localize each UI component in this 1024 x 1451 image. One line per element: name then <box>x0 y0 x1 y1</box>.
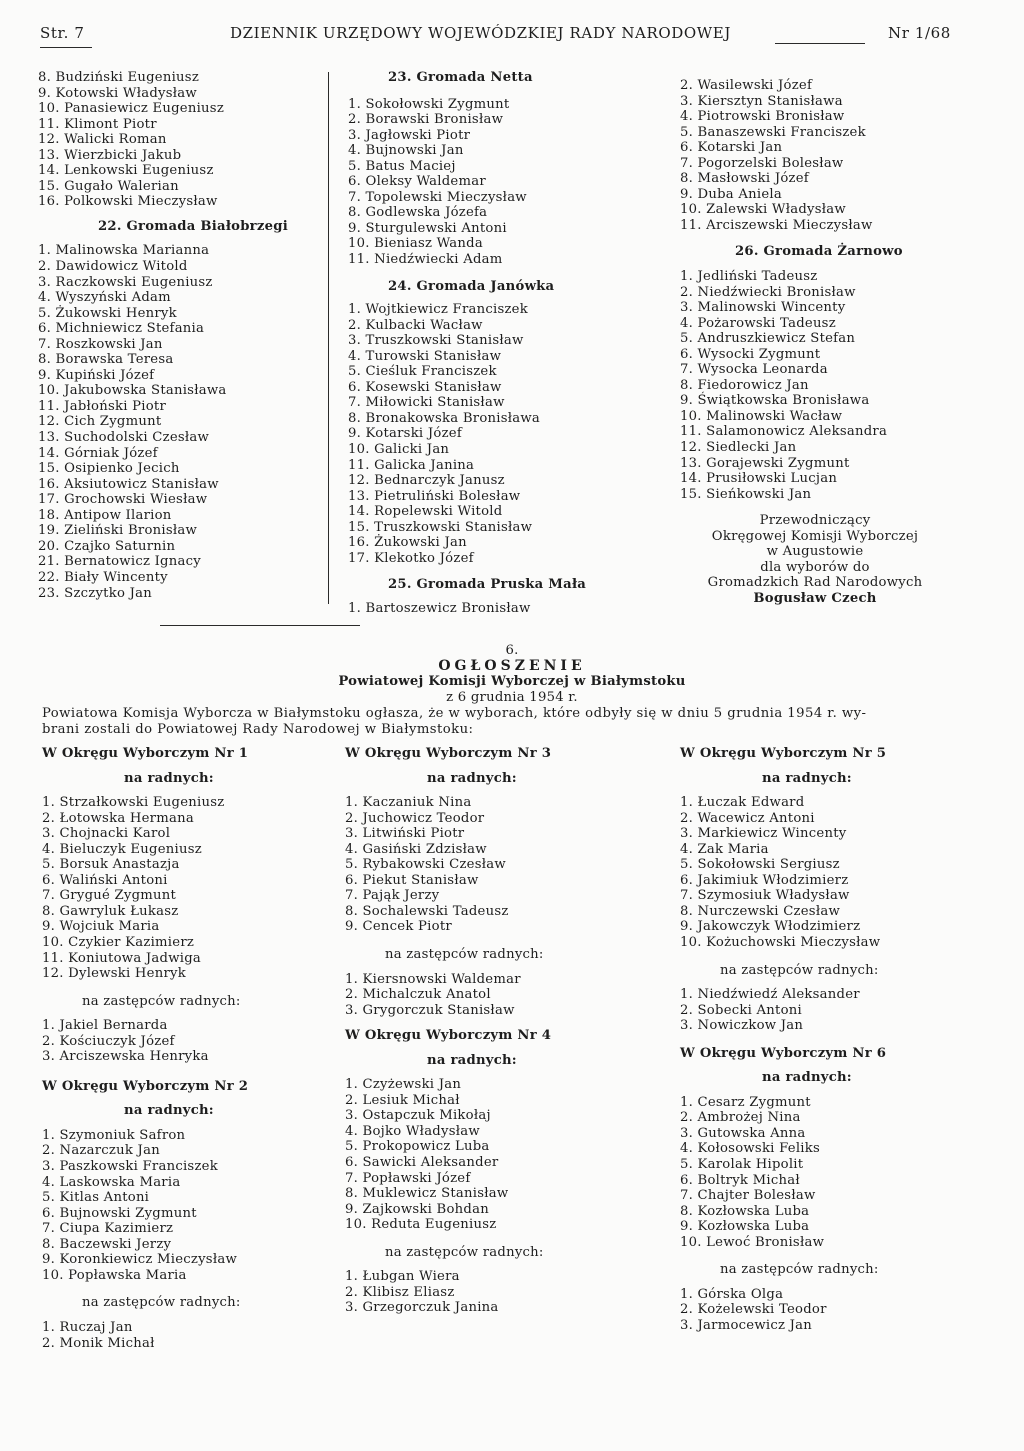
list-item: 11. Koniutowa Jadwiga <box>42 950 202 966</box>
header-rule-left <box>40 47 92 48</box>
subheading-deputies: na zastępców radnych: <box>82 1295 241 1311</box>
list-item: 16. Żukowski Jan <box>348 535 467 551</box>
list-item: 12. Siedlecki Jan <box>680 440 797 456</box>
list-item: 6. Michniewicz Stefania <box>38 321 205 337</box>
list-item: 7. Chajter Bolesław <box>680 1188 816 1204</box>
list-item: 17. Klekotko Józef <box>348 550 474 566</box>
candidate-list <box>38 70 318 210</box>
list-item: 6. Jakimiuk Włodzimierz <box>680 872 849 888</box>
list-item: 7. Topolewski Mieczysław <box>348 189 527 205</box>
list-item: 7. Pająk Jerzy <box>345 888 440 904</box>
list-item: 1. Niedźwiedź Aleksander <box>680 987 860 1003</box>
subheading-deputies: na zastępców radnych: <box>385 947 544 963</box>
gromada-heading-22: 22. Gromada Białobrzegi <box>98 218 288 234</box>
list-item: 13. Pietruliński Bolesław <box>348 488 521 504</box>
list-item: 10. Galicki Jan <box>348 442 450 458</box>
list-item: 7. Pogorzelski Bolesław <box>680 155 844 171</box>
district-heading: W Okręgu Wyborczym Nr 5 <box>680 746 887 761</box>
list-item: 8. Nurczewski Czesław <box>680 903 840 919</box>
issue-number: Nr 1/68 <box>888 24 951 42</box>
list-item: 2. Wasilewski Józef <box>680 78 813 93</box>
list-item: 7. Miłowicki Stanisław <box>348 395 505 411</box>
district-heading: W Okręgu Wyborczym Nr 6 <box>680 1045 887 1061</box>
list-item: w Augustowie <box>766 544 864 560</box>
list-item: 19. Zieliński Bronisław <box>38 523 198 539</box>
list-item: 15. Sieńkowski Jan <box>680 486 812 502</box>
subheading-radni: na radnych: <box>124 770 214 786</box>
subheading-deputies: na zastępców radnych: <box>385 1244 544 1260</box>
list-item: 4. Turowski Stanisław <box>348 348 502 364</box>
list-item: 10. Kożuchowski Mieczysław <box>680 935 881 951</box>
list-item: 4. Wyszyński Adam <box>38 290 171 306</box>
list-item: 6. Kosewski Stanisław <box>348 379 502 395</box>
list-item: 21. Bernatowicz Ignacy <box>38 554 201 570</box>
list-item: 1. Szymoniuk Safron <box>42 1127 186 1143</box>
list-item: 7. Grygué Zygmunt <box>42 888 177 904</box>
list-item: 9. Kupiński Józef <box>38 367 155 383</box>
district-2 <box>42 1079 342 1351</box>
list-item: 4. Laskowska Maria <box>42 1174 181 1190</box>
list-item: 1. Wojtkiewicz Franciszek <box>348 302 528 318</box>
list-item: 8. Fiedorowicz Jan <box>680 377 809 393</box>
list-item: 14. Ropelewski Witold <box>348 504 503 520</box>
list-item: 2. Dawidowicz Witold <box>38 259 188 275</box>
list-item: 4. Kołosowski Feliks <box>680 1141 821 1157</box>
list-item: 11. Salamonowicz Aleksandra <box>680 424 888 440</box>
subheading-deputies: na zastępców radnych: <box>720 1262 879 1278</box>
list-item: 17. Grochowski Wiesław <box>38 492 208 508</box>
list-item: 13. Wierzbicki Jakub <box>38 147 182 163</box>
list-item: 3. Malinowski Wincenty <box>680 300 846 316</box>
list-item: 2. Sobecki Antoni <box>680 1002 802 1018</box>
list-item: 6. Bujnowski Zygmunt <box>42 1205 197 1221</box>
list-item: 5. Żukowski Henryk <box>38 305 177 321</box>
member-list <box>42 795 342 982</box>
list-item: 3. Grzegorczuk Janina <box>345 1300 499 1316</box>
list-item: 11. Arciszewski Mieczysław <box>680 217 873 233</box>
subheading-deputies: na zastępców radnych: <box>82 993 241 1009</box>
list-item: 12. Dylewski Henryk <box>42 966 186 982</box>
list-item: 1. Czyżewski Jan <box>345 1077 462 1093</box>
list-item: 2. Kożelewski Teodor <box>680 1302 827 1318</box>
list-item: 10. Panasiewicz Eugeniusz <box>38 101 225 117</box>
list-item: 6. Kotarski Jan <box>680 140 783 156</box>
list-item: 3. Litwiński Piotr <box>345 826 465 842</box>
list-item: 3. Grygorczuk Stanisław <box>345 1002 515 1018</box>
page-number: Str. 7 <box>40 24 85 42</box>
list-item: 9. Koronkiewicz Mieczysław <box>42 1252 237 1268</box>
list-item: 1. Kiersnowski Waldemar <box>345 971 521 987</box>
notice-title: OGŁOSZENIE <box>438 657 586 674</box>
list-item: Okręgowej Komisji Wyborczej <box>711 528 919 544</box>
signer-name: Bogusław Czech <box>753 590 877 606</box>
list-item: dla wyborów do <box>760 559 870 575</box>
candidate-list-25 <box>348 601 648 617</box>
candidate-list-26 <box>680 269 970 502</box>
list-item: 1. Łubgan Wiera <box>345 1269 460 1285</box>
list-item: 9. Sturgulewski Antoni <box>348 220 507 236</box>
list-item: 5. Sokołowski Sergiusz <box>680 857 840 873</box>
list-item: 4. Bojko Władysław <box>345 1123 480 1139</box>
list-item: 9. Duba Aniela <box>680 186 782 202</box>
list-item: 5. Prokopowicz Luba <box>345 1139 490 1155</box>
list-item: 10. Malinowski Wacław <box>680 408 843 424</box>
notice-date: z 6 grudnia 1954 r. <box>446 689 578 705</box>
list-item: 10. Bieniasz Wanda <box>348 236 483 252</box>
district-column-2 <box>345 746 665 1316</box>
gromada-heading-24: 24. Gromada Janówka <box>388 278 555 294</box>
list-item: 3. Jagłowski Piotr <box>348 127 471 143</box>
list-item: 1. Strzałkowski Eugeniusz <box>42 795 225 811</box>
list-item: 10. Reduta Eugeniusz <box>345 1217 497 1233</box>
list-item: 1. Cesarz Zygmunt <box>680 1094 811 1110</box>
list-item: 8. Baczewski Jerzy <box>42 1236 172 1252</box>
list-item: 3. Chojnacki Karol <box>42 826 171 842</box>
district-heading: W Okręgu Wyborczym Nr 1 <box>42 746 249 761</box>
list-item: 2. Nazarczuk Jan <box>42 1143 160 1159</box>
list-item: 11. Jabłoński Piotr <box>38 398 167 414</box>
candidate-list <box>680 78 970 233</box>
list-item: 9. Kozłowska Luba <box>680 1219 810 1235</box>
list-item: 4. Pożarowski Tadeusz <box>680 315 836 331</box>
list-item: 2. Ambrożej Nina <box>680 1110 801 1126</box>
list-item: 3. Paszkowski Franciszek <box>42 1159 218 1175</box>
list-item: 3. Raczkowski Eugeniusz <box>38 274 213 290</box>
list-item: 9. Zajkowski Bohdan <box>345 1201 489 1217</box>
list-item: 15. Truszkowski Stanisław <box>348 519 533 535</box>
list-item: 4. Zak Maria <box>680 841 769 857</box>
list-item: 5. Rybakowski Czesław <box>345 857 506 873</box>
list-item: 3. Markiewicz Wincenty <box>680 826 847 842</box>
list-item: 8. Budziński Eugeniusz <box>38 70 200 85</box>
journal-title: DZIENNIK URZĘDOWY WOJEWÓDZKIEJ RADY NARODOWEJ <box>230 24 731 42</box>
list-item: 8. Borawska Teresa <box>38 352 174 368</box>
list-item: 11. Niedźwiecki Adam <box>348 252 503 268</box>
list-item: 16. Polkowski Mieczysław <box>38 194 218 210</box>
notice-number: 6. <box>505 643 519 658</box>
list-item: 10. Czykier Kazimierz <box>42 935 195 951</box>
list-item: 10. Jakubowska Stanisława <box>38 383 227 399</box>
member-list <box>345 795 665 935</box>
list-item: 1. Kaczaniuk Nina <box>345 795 472 811</box>
list-item: 7. Wysocka Leonarda <box>680 362 828 378</box>
list-item: 8. Muklewicz Stanisław <box>345 1186 509 1202</box>
subheading-radni: na radnych: <box>124 1103 214 1119</box>
deputy-list <box>42 1320 342 1351</box>
list-item: 1. Łuczak Edward <box>680 795 805 811</box>
list-item: 5. Kitlas Antoni <box>42 1190 150 1206</box>
list-item: 12. Walicki Roman <box>38 132 167 148</box>
list-item: 8. Masłowski Józef <box>680 171 809 187</box>
list-item: 1. Sokołowski Zygmunt <box>348 96 510 112</box>
list-item: 1. Jakiel Bernarda <box>42 1018 168 1034</box>
list-item: 12. Bednarczyk Janusz <box>348 473 505 489</box>
district-1 <box>42 746 342 1065</box>
district-heading: W Okręgu Wyborczym Nr 4 <box>345 1028 552 1044</box>
list-item: 20. Czajko Saturnin <box>38 538 176 554</box>
list-item: 4. Bieluczyk Eugeniusz <box>42 841 202 857</box>
list-item: 8. Bronakowska Bronisława <box>348 410 541 426</box>
district-4 <box>345 1028 665 1316</box>
deputy-list <box>42 1018 342 1065</box>
list-item: 1. Bartoszewicz Bronisław <box>348 600 531 616</box>
list-item: 1. Górska Olga <box>680 1286 784 1302</box>
district-6 <box>680 1046 1000 1334</box>
list-item: 6. Wysocki Zygmunt <box>680 346 821 362</box>
candidate-list-22 <box>38 243 318 601</box>
list-item: 22. Biały Wincenty <box>38 569 168 585</box>
list-item: 6. Oleksy Waldemar <box>348 174 486 190</box>
list-item: 2. Monik Michał <box>42 1335 155 1351</box>
list-item: Przewodniczący <box>759 513 871 529</box>
deputy-list <box>680 987 1000 1034</box>
list-item: 4. Bujnowski Jan <box>348 143 464 159</box>
section-separator <box>160 625 360 626</box>
subheading-radni: na radnych: <box>427 1052 517 1068</box>
list-item: 3. Truszkowski Stanisław <box>348 333 524 349</box>
list-item: 18. Antipow Ilarion <box>38 507 172 523</box>
list-item: 6. Waliński Antoni <box>42 872 168 888</box>
list-item: 9. Świątkowska Bronisława <box>680 393 870 409</box>
list-item: 7. Szymosiuk Władysław <box>680 888 850 904</box>
district-5 <box>680 746 1000 1034</box>
list-item: 12. Cich Zygmunt <box>38 414 162 430</box>
list-item: 7. Ciupa Kazimierz <box>42 1221 174 1237</box>
list-item: 5. Andruszkiewicz Stefan <box>680 331 856 347</box>
list-item: 13. Gorajewski Zygmunt <box>680 455 850 471</box>
list-item: 4. Piotrowski Bronisław <box>680 109 845 125</box>
gromada-heading-23: 23. Gromada Netta <box>388 70 533 85</box>
notice-intro <box>42 706 1002 737</box>
list-item: 3. Ostapczuk Mikołaj <box>345 1108 491 1124</box>
list-item: 9. Kotowski Władysław <box>38 85 197 101</box>
list-item: 8. Gawryluk Łukasz <box>42 903 179 919</box>
list-item: 9. Cencek Piotr <box>345 919 452 935</box>
list-item: 15. Gugało Walerian <box>38 178 179 194</box>
member-list <box>680 795 1000 950</box>
list-item: 5. Karolak Hipolit <box>680 1157 804 1173</box>
list-item: 3. Nowiczkow Jan <box>680 1018 804 1034</box>
column-2 <box>348 70 648 617</box>
list-item: Gromadzkich Rad Narodowych <box>707 575 923 591</box>
district-column-3 <box>680 746 1000 1334</box>
list-item: 3. Jarmocewicz Jan <box>680 1317 813 1333</box>
list-item: 6. Piekut Stanisław <box>345 872 479 888</box>
list-item: 14. Lenkowski Eugeniusz <box>38 163 214 179</box>
subheading-radni: na radnych: <box>427 770 517 786</box>
notice-header <box>0 643 1024 705</box>
list-item: 2. Wacewicz Antoni <box>680 810 815 826</box>
list-item: 23. Szczytko Jan <box>38 585 152 601</box>
subheading-radni: na radnych: <box>762 770 852 786</box>
list-item: 3. Kiersztyn Stanisława <box>680 93 843 109</box>
list-item: 3. Arciszewska Henryka <box>42 1049 209 1065</box>
list-item: 6. Boltryk Michał <box>680 1172 800 1188</box>
list-item: 4. Gasiński Zdzisław <box>345 841 487 857</box>
list-item: 14. Górniak Józef <box>38 445 158 461</box>
list-item: 14. Prusiłowski Lucjan <box>680 471 838 487</box>
list-item: 11. Galicka Janina <box>348 457 475 473</box>
list-item: 3. Gutowska Anna <box>680 1125 806 1141</box>
list-item: 1. Jedliński Tadeusz <box>680 269 818 285</box>
column-3 <box>680 78 970 607</box>
intro-line-2: brani zostali do Powiatowej Rady Narodowej w Białymstoku: <box>42 721 474 737</box>
list-item: 15. Osipienko Jecich <box>38 461 180 477</box>
district-heading: W Okręgu Wyborczym Nr 2 <box>42 1078 249 1094</box>
member-list <box>345 1077 665 1232</box>
list-item: 8. Sochalewski Tadeusz <box>345 903 509 919</box>
list-item: 2. Klibisz Eliasz <box>345 1284 455 1300</box>
list-item: 10. Zalewski Władysław <box>680 202 846 218</box>
column-divider <box>328 72 329 604</box>
list-item: 6. Sawicki Aleksander <box>345 1155 499 1171</box>
deputy-list <box>345 1269 665 1316</box>
list-item: 8. Godlewska Józefa <box>348 205 488 221</box>
list-item: 5. Batus Maciej <box>348 158 456 174</box>
deputy-list <box>680 1287 1000 1334</box>
list-item: 8. Kozłowska Luba <box>680 1203 810 1219</box>
district-heading: W Okręgu Wyborczym Nr 3 <box>345 746 552 761</box>
list-item: 9. Wojciuk Maria <box>42 919 160 935</box>
candidate-list-24 <box>348 302 648 566</box>
list-item: 5. Borsuk Anastazja <box>42 857 180 873</box>
gromada-heading-26: 26. Gromada Żarnowo <box>735 244 903 260</box>
list-item: 11. Klimont Piotr <box>38 116 157 132</box>
intro-line-1: Powiatowa Komisja Wyborcza w Białymstoku ogłasza, że w wyborach, które odbyły się w dniu 5 grudnia 1954 r. wy- <box>42 706 867 721</box>
header-rule-right <box>775 43 865 44</box>
list-item: 2. Kościuczyk Józef <box>42 1033 175 1049</box>
list-item: 5. Cieśluk Franciszek <box>348 364 497 380</box>
district-3 <box>345 746 665 1018</box>
notice-subtitle: Powiatowej Komisji Wyborczej w Białymstoku <box>338 674 686 690</box>
list-item: 2. Juchowicz Teodor <box>345 810 485 826</box>
deputy-list <box>345 972 665 1019</box>
signature-block <box>680 513 950 591</box>
column-1 <box>38 70 318 601</box>
subheading-radni: na radnych: <box>762 1070 852 1086</box>
gromada-heading-25: 25. Gromada Pruska Mała <box>388 577 587 593</box>
member-list <box>42 1128 342 1283</box>
list-item: 10. Lewoć Bronisław <box>680 1234 825 1250</box>
list-item: 10. Popławska Maria <box>42 1267 187 1283</box>
list-item: 2. Kulbacki Wacław <box>348 317 483 333</box>
list-item: 2. Niedźwiecki Bronisław <box>680 284 856 300</box>
list-item: 2. Borawski Bronisław <box>348 112 504 128</box>
member-list <box>680 1095 1000 1250</box>
list-item: 16. Aksiutowicz Stanisław <box>38 476 219 492</box>
list-item: 7. Popławski Józef <box>345 1170 471 1186</box>
list-item: 1. Ruczaj Jan <box>42 1319 133 1335</box>
list-item: 9. Jakowczyk Włodzimierz <box>680 919 861 935</box>
subheading-deputies: na zastępców radnych: <box>720 962 879 978</box>
list-item: 13. Suchodolski Czesław <box>38 430 210 446</box>
list-item: 2. Michalczuk Anatol <box>345 987 491 1003</box>
list-item: 1. Malinowska Marianna <box>38 243 210 259</box>
list-item: 5. Banaszewski Franciszek <box>680 124 866 140</box>
list-item: 9. Kotarski Józef <box>348 426 462 442</box>
list-item: 7. Roszkowski Jan <box>38 336 163 352</box>
candidate-list-23 <box>348 97 648 268</box>
list-item: 2. Lesiuk Michał <box>345 1092 460 1108</box>
list-item: 2. Łotowska Hermana <box>42 810 194 826</box>
district-column-1 <box>42 746 342 1351</box>
